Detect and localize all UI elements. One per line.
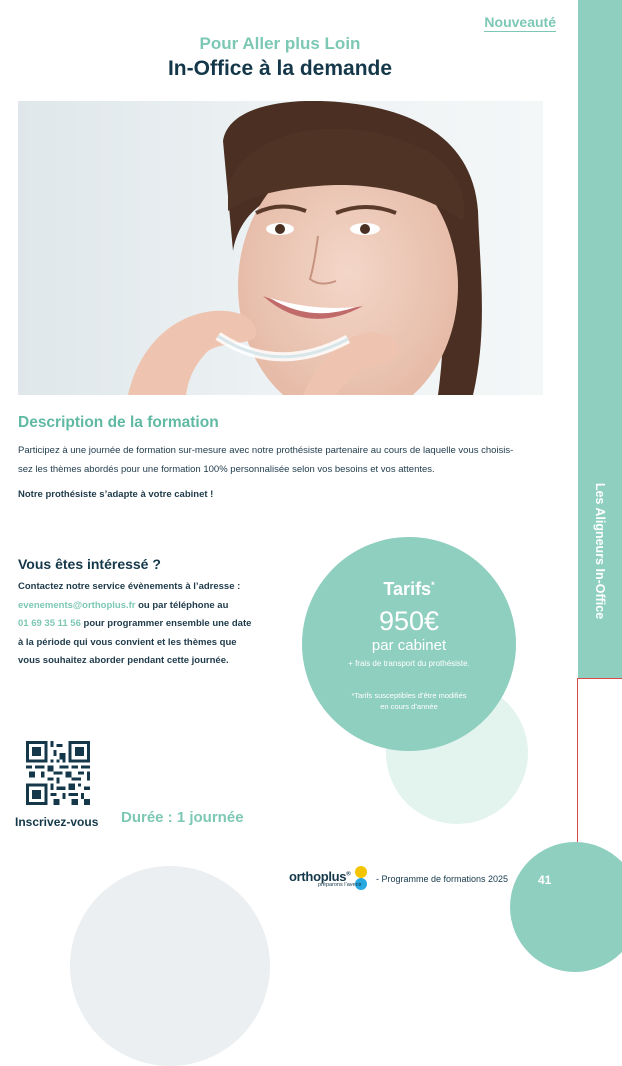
page-title: In-Office à la demande <box>167 57 393 80</box>
woman-holding-aligner-photo <box>18 101 543 395</box>
pricing-circle <box>302 537 516 751</box>
interest-line-3 <box>18 615 288 634</box>
price-note-line-1: *Tarifs susceptibles d’être modifiés <box>351 691 467 700</box>
interest-line-3-rest: pour programmer ensemble une date <box>80 618 252 629</box>
brand-name: orthoplus <box>289 869 347 884</box>
description-text <box>18 441 548 479</box>
price-note <box>332 690 486 712</box>
description-line-2: sez les thèmes abordés pour une formation 100% personnalisée selon vos besoins et vos attentes. <box>18 464 435 475</box>
duration-label: Durée : 1 journée <box>121 809 244 826</box>
crop-mark-horizontal <box>578 678 622 679</box>
new-badge: Nouveauté <box>484 14 556 30</box>
pricing-heading-text: Tarifs <box>383 579 432 599</box>
page-number-disc <box>510 842 622 972</box>
program-label: - Programme de formations 2025 <box>376 874 509 884</box>
price-fees: + frais de transport du prothésiste. <box>348 659 470 668</box>
description-line-1: Participez à une journée de formation sur-mesure avec notre prothésiste partenaire au cours de laquelle vous choisis- <box>18 445 514 456</box>
price-value: 950€ <box>378 606 440 636</box>
brand-logo-text: orthoplus® <box>289 869 351 884</box>
price-unit: par cabinet <box>371 637 447 654</box>
page-kicker: Pour Aller plus Loin <box>199 34 361 53</box>
interest-line-5: vous souhaitez aborder pendant cette journée. <box>18 655 229 666</box>
interest-line-4: à la période qui vous convient et les thèmes que <box>18 636 237 648</box>
contact-email-link[interactable]: evenements@orthoplus.fr <box>18 599 136 611</box>
side-section-label: Les Aligneurs In-Office <box>593 482 607 620</box>
signup-label: Inscrivez-vous <box>15 815 99 829</box>
pricing-asterisk: * <box>431 580 435 590</box>
pricing-heading <box>302 579 516 600</box>
decorative-grey-circle <box>70 866 270 1066</box>
page-number: 41 <box>538 873 552 887</box>
interest-text <box>18 578 288 671</box>
signup-qr-code[interactable] <box>26 741 90 805</box>
brand-tagline: préparons l’avenir <box>318 882 362 888</box>
description-heading: Description de la formation <box>18 414 219 431</box>
interest-line-1: Contactez notre service évènements à l’adresse : <box>18 581 241 592</box>
contact-phone-link[interactable]: 01 69 35 11 56 <box>18 618 81 629</box>
interest-heading: Vous êtes intéressé ? <box>18 556 161 572</box>
price-note-line-2: en cours d’année <box>380 702 438 711</box>
interest-line-2 <box>18 597 288 616</box>
description-highlight: Notre prothésiste s’adapte à votre cabinet ! <box>18 489 214 500</box>
interest-line-2-rest: ou par téléphone au <box>135 599 229 611</box>
